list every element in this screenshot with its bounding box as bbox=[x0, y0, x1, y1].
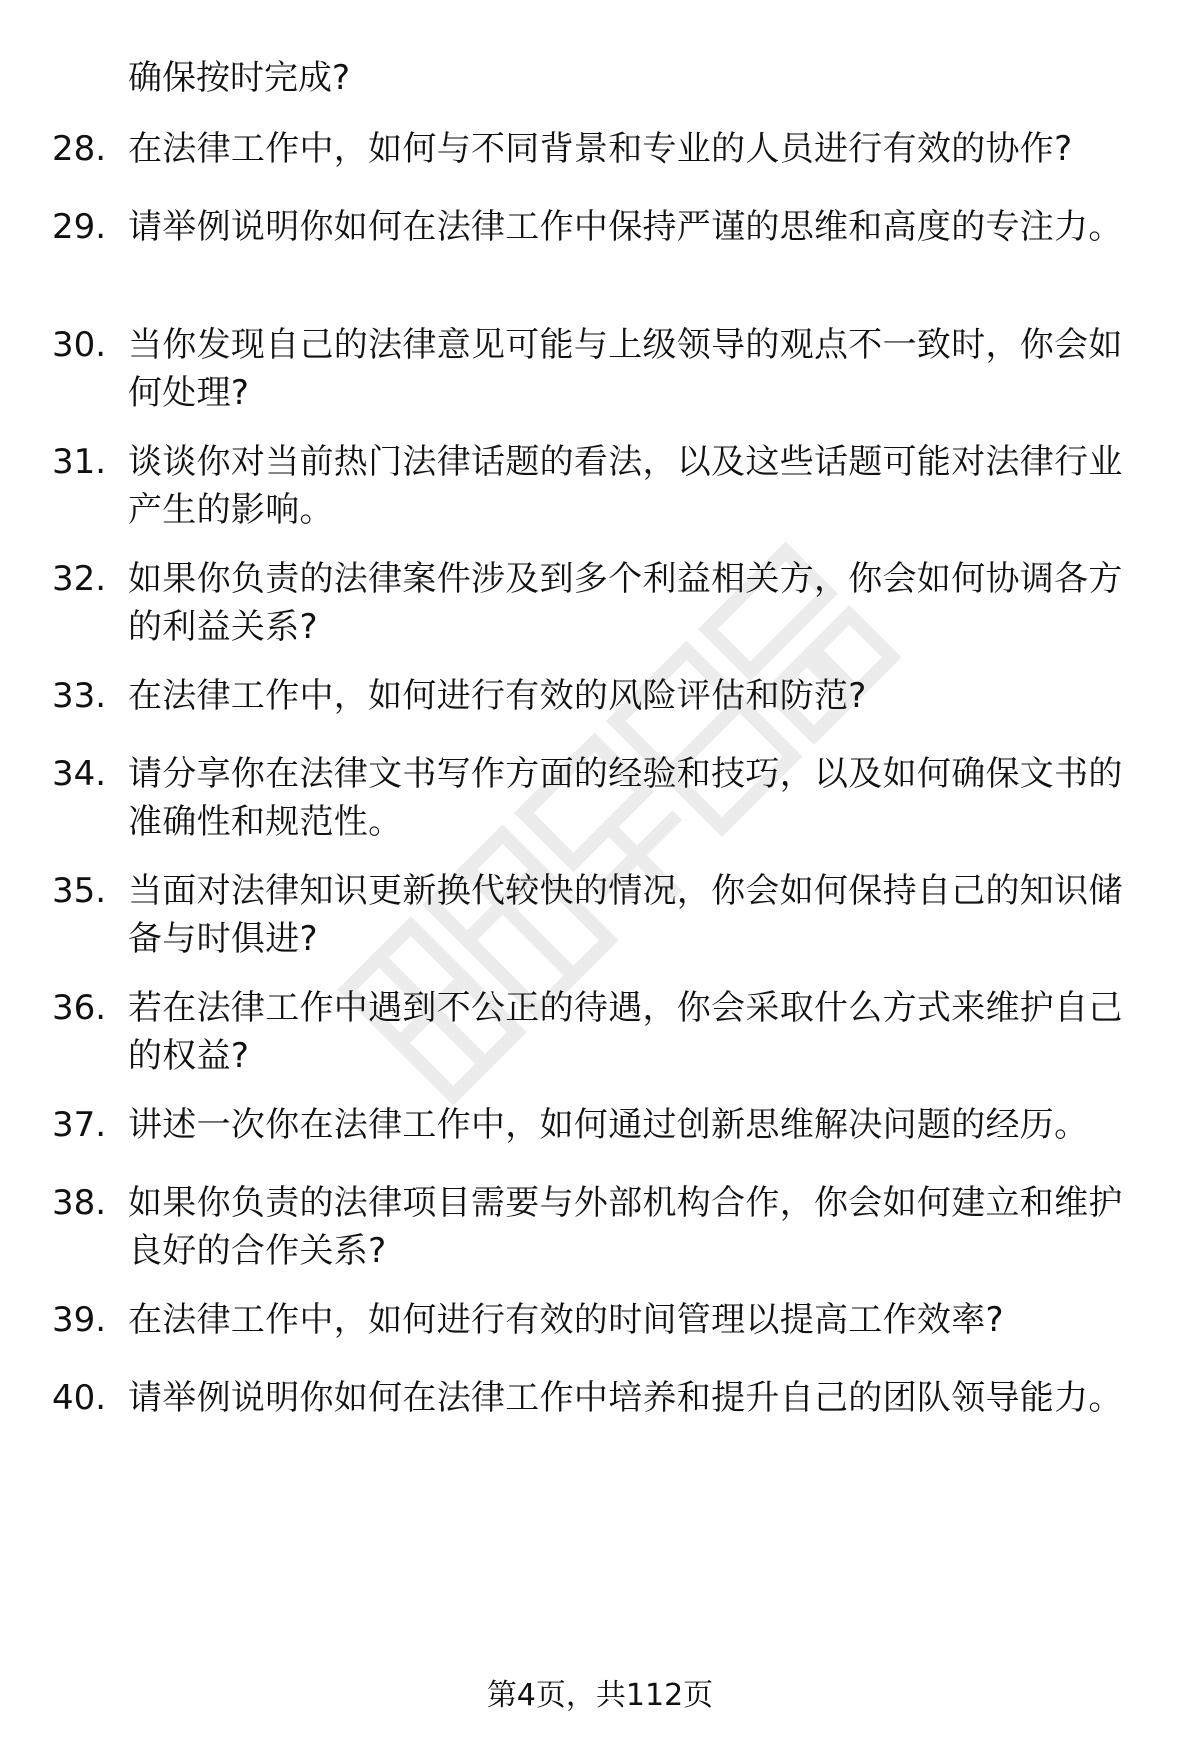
question-number: 36. bbox=[52, 988, 107, 1028]
question-text: 当你发现自己的法律意见可能与上级领导的观点不一致时，你会如何处理? bbox=[128, 325, 1123, 413]
question-text: 在法律工作中，如何与不同背景和专业的人员进行有效的协作? bbox=[128, 129, 1073, 169]
question-number: 34. bbox=[52, 754, 107, 794]
question-text: 若在法律工作中遇到不公正的待遇，你会采取什么方式来维护自己的权益? bbox=[128, 988, 1123, 1076]
question-number: 28. bbox=[52, 129, 107, 169]
continuation-text: 确保按时完成? bbox=[128, 58, 351, 98]
question-number: 32. bbox=[52, 559, 107, 599]
question-text: 在法律工作中，如何进行有效的时间管理以提高工作效率? bbox=[128, 1300, 1004, 1340]
question-number: 29. bbox=[52, 207, 107, 247]
question-number: 39. bbox=[52, 1300, 107, 1340]
question-text: 请举例说明你如何在法律工作中保持严谨的思维和高度的专注力。 bbox=[128, 207, 1123, 247]
question-text: 在法律工作中，如何进行有效的风险评估和防范? bbox=[128, 676, 867, 716]
question-text: 请分享你在法律文书写作方面的经验和技巧，以及如何确保文书的准确性和规范性。 bbox=[128, 754, 1123, 842]
question-text: 如果你负责的法律案件涉及到多个利益相关方，你会如何协调各方的利益关系? bbox=[128, 559, 1123, 647]
question-number: 40. bbox=[52, 1378, 107, 1418]
question-text: 当面对法律知识更新换代较快的情况，你会如何保持自己的知识储备与时俱进? bbox=[128, 871, 1123, 959]
question-text: 讲述一次你在法律工作中，如何通过创新思维解决问题的经历。 bbox=[128, 1105, 1089, 1145]
question-text: 如果你负责的法律项目需要与外部机构合作，你会如何建立和维护良好的合作关系? bbox=[128, 1183, 1123, 1271]
page-footer: 第4页，共112页 bbox=[486, 1678, 714, 1713]
question-number: 31. bbox=[52, 442, 107, 482]
question-number: 33. bbox=[52, 676, 107, 716]
question-number: 37. bbox=[52, 1105, 107, 1145]
question-text: 谈谈你对当前热门法律话题的看法，以及这些话题可能对法律行业产生的影响。 bbox=[128, 442, 1123, 530]
question-text: 请举例说明你如何在法律工作中培养和提升自己的团队领导能力。 bbox=[128, 1378, 1123, 1418]
question-number: 30. bbox=[52, 325, 107, 365]
question-number: 38. bbox=[52, 1183, 107, 1223]
question-number: 35. bbox=[52, 871, 107, 911]
